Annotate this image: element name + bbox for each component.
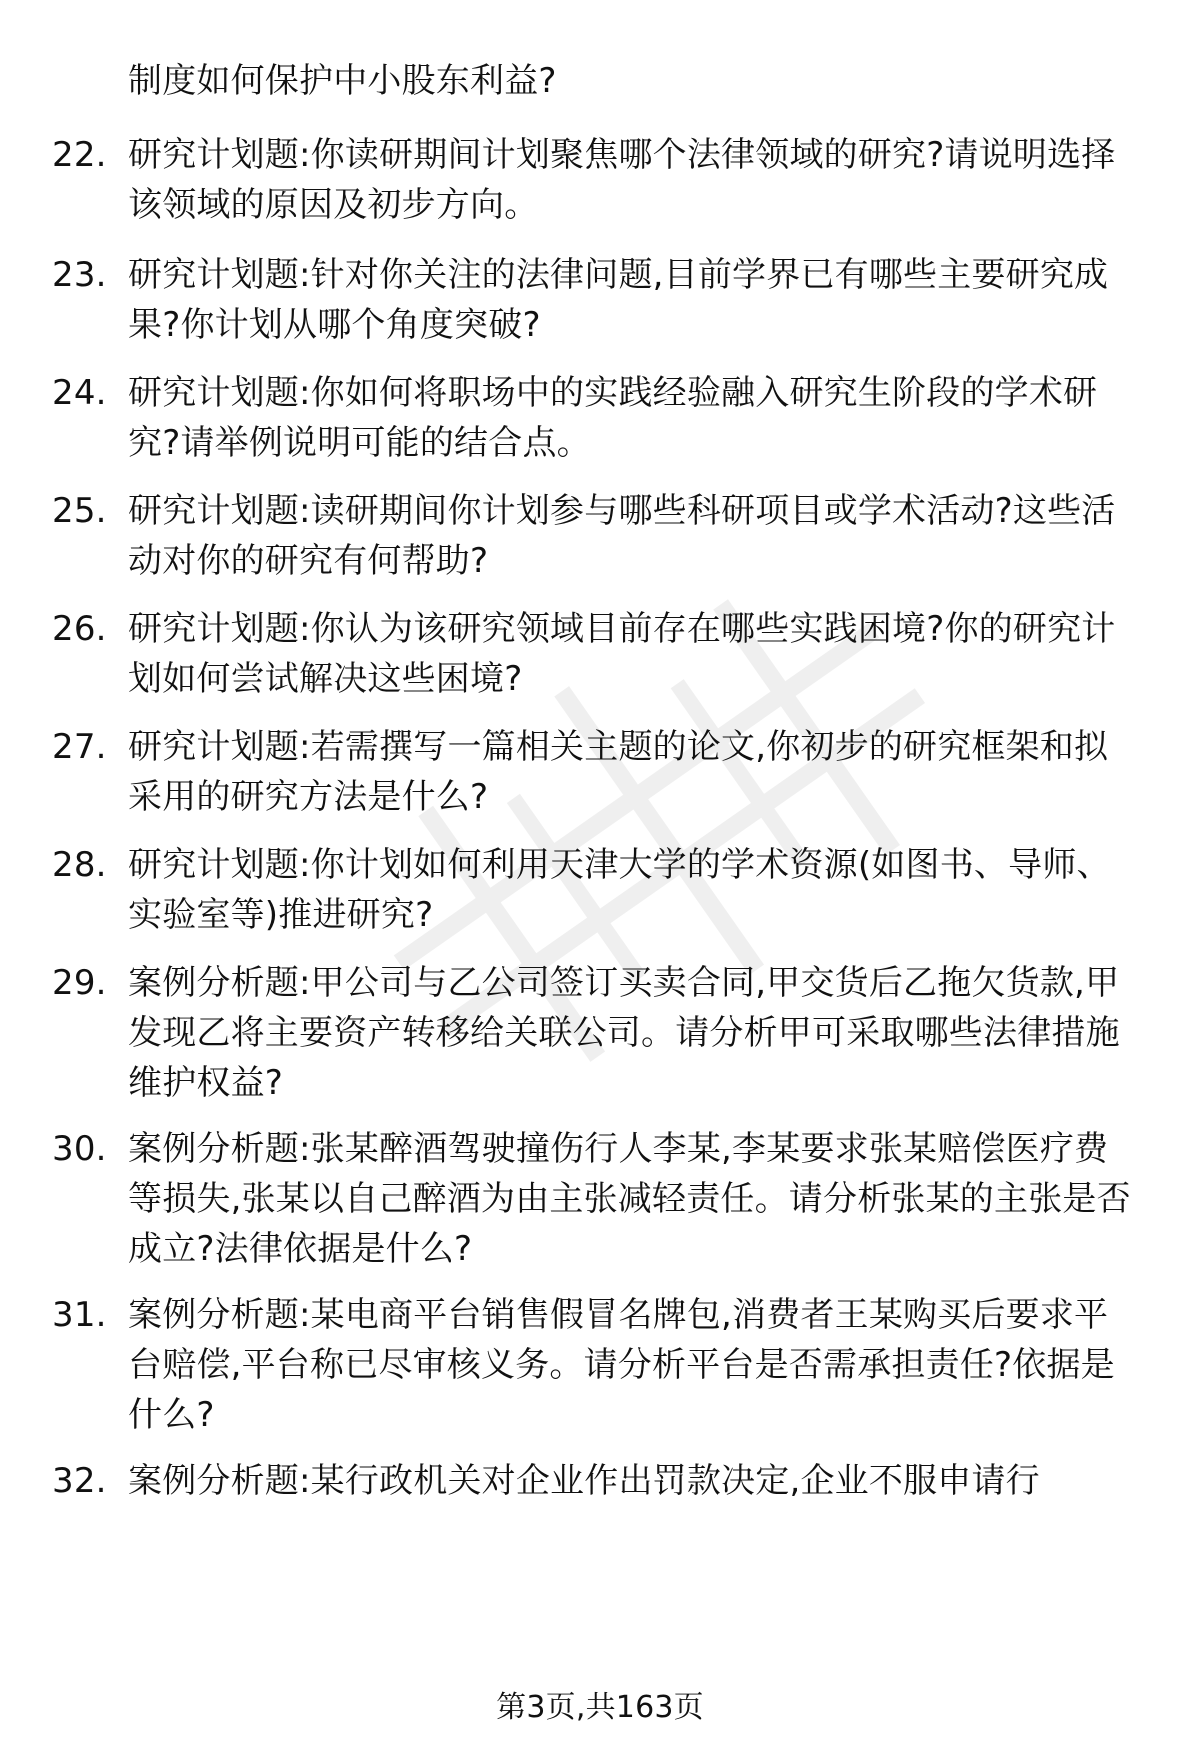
continued-question-text: 制度如何保护中小股东利益? xyxy=(128,61,557,101)
question-number: 23. xyxy=(52,255,107,295)
question-text: 案例分析题:甲公司与乙公司签订买卖合同,甲交货后乙拖欠货款,甲发现乙将主要资产转移给关联公司。请分析甲可采取哪些法律措施维护权益? xyxy=(128,963,1120,1103)
question-text: 研究计划题:你计划如何利用天津大学的学术资源(如图书、导师、实验室等)推进研究? xyxy=(128,845,1111,935)
question-number: 26. xyxy=(52,609,107,649)
question-item xyxy=(52,722,1142,822)
question-item xyxy=(52,130,1142,230)
question-item xyxy=(52,1456,1142,1506)
question-text: 研究计划题:读研期间你计划参与哪些科研项目或学术活动?这些活动对你的研究有何帮助? xyxy=(128,491,1116,581)
question-item xyxy=(52,1124,1142,1274)
question-number: 24. xyxy=(52,373,107,413)
question-number: 31. xyxy=(52,1295,107,1335)
question-text: 案例分析题:某电商平台销售假冒名牌包,消费者王某购买后要求平台赔偿,平台称已尽审核义务。请分析平台是否需承担责任?依据是什么? xyxy=(128,1295,1115,1435)
question-text: 案例分析题:某行政机关对企业作出罚款决定,企业不服申请行 xyxy=(128,1461,1040,1501)
question-item xyxy=(52,958,1142,1108)
question-number: 25. xyxy=(52,491,107,531)
question-number: 28. xyxy=(52,845,107,885)
question-item xyxy=(52,604,1142,704)
question-text: 研究计划题:你认为该研究领域目前存在哪些实践困境?你的研究计划如何尝试解决这些困境? xyxy=(128,609,1116,699)
question-number: 27. xyxy=(52,727,107,767)
question-item xyxy=(52,840,1142,940)
question-text: 研究计划题:你如何将职场中的实践经验融入研究生阶段的学术研究?请举例说明可能的结合点。 xyxy=(128,373,1098,463)
question-number: 29. xyxy=(52,963,107,1003)
question-text: 研究计划题:你读研期间计划聚焦哪个法律领域的研究?请说明选择该领域的原因及初步方向。 xyxy=(128,135,1116,225)
question-item xyxy=(52,368,1142,468)
question-number: 32. xyxy=(52,1461,107,1501)
question-text: 案例分析题:张某醉酒驾驶撞伤行人李某,李某要求张某赔偿医疗费等损失,张某以自己醉酒为由主张减轻责任。请分析张某的主张是否成立?法律依据是什么? xyxy=(128,1129,1131,1269)
question-text: 研究计划题:针对你关注的法律问题,目前学界已有哪些主要研究成果?你计划从哪个角度突破? xyxy=(128,255,1109,345)
question-text: 研究计划题:若需撰写一篇相关主题的论文,你初步的研究框架和拟采用的研究方法是什么? xyxy=(128,727,1109,817)
question-number: 30. xyxy=(52,1129,107,1169)
question-item xyxy=(52,250,1142,350)
question-item xyxy=(52,1290,1142,1440)
question-item xyxy=(52,486,1142,586)
question-number: 22. xyxy=(52,135,107,175)
page-footer: 第3页,共163页 xyxy=(496,1690,704,1725)
